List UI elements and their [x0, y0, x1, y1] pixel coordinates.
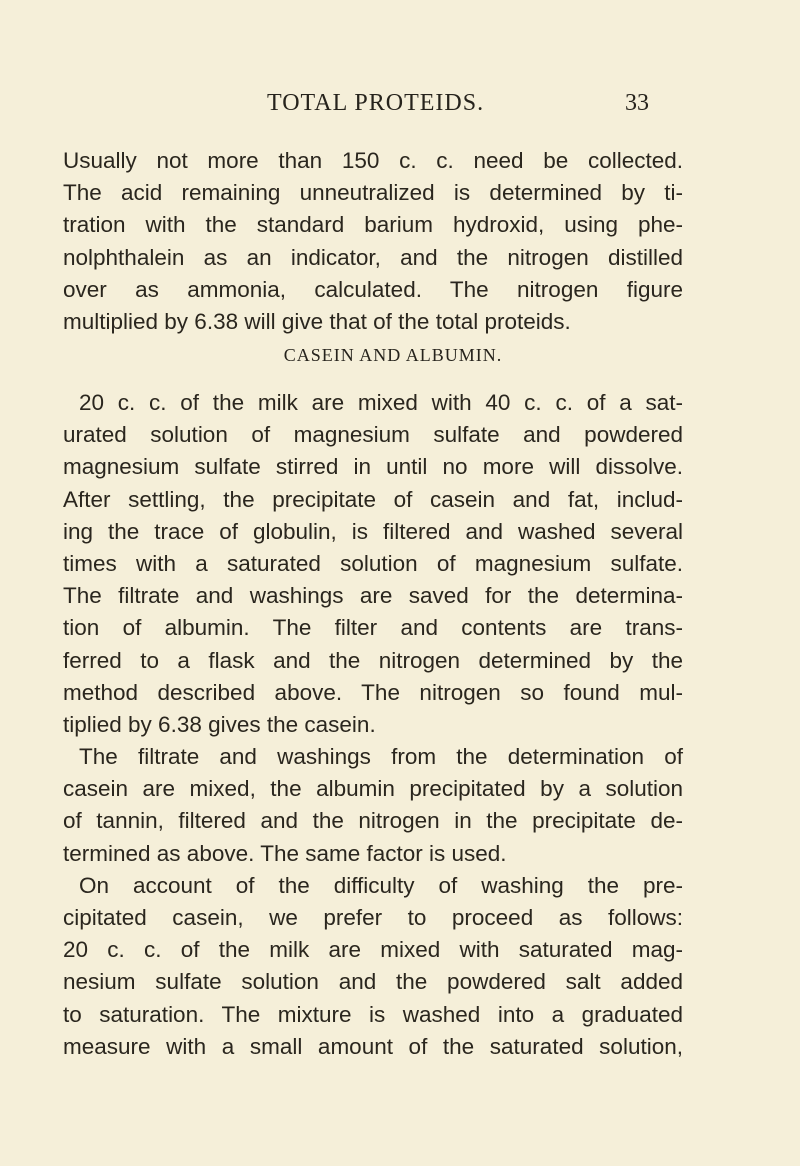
text-line: The filtrate and washings from the determination of — [79, 744, 683, 770]
text-line: ing the trace of globulin, is filtered and washed several — [63, 518, 683, 544]
text-line: magnesium sulfate stirred in until no more will dissolve. — [63, 454, 683, 480]
text-line: nolphthalein as an indicator, and the nitrogen distilled — [63, 244, 683, 270]
text-line: of tannin, filtered and the nitrogen in the precipitate de- — [63, 808, 683, 834]
text-line: to saturation. The mixture is washed into a graduated — [63, 1001, 683, 1027]
text-line: On account of the difficulty of washing the pre- — [79, 872, 683, 898]
page-number: 33 — [625, 90, 649, 116]
text-line: ferred to a flask and the nitrogen determined by the — [63, 647, 683, 673]
running-head — [0, 88, 800, 118]
text-line: cipitated casein, we prefer to proceed as follows: — [63, 905, 683, 930]
paragraph-casein-albumin — [63, 387, 683, 1063]
text-line: casein are mixed, the albumin precipitated by a solution — [63, 776, 683, 802]
text-line: 20 c. c. of the milk are mixed with 40 c. c. of a sat- — [79, 390, 683, 415]
text-line: After settling, the precipitate of casein and fat, includ- — [63, 486, 683, 512]
text-line: The acid remaining unneutralized is determined by ti- — [63, 180, 683, 206]
text-line: tiplied by 6.38 gives the casein. — [63, 711, 376, 737]
section-heading — [0, 343, 800, 367]
text-line: termined as above. The same factor is used. — [63, 840, 507, 866]
text-line: 20 c. c. of the milk are mixed with saturated mag- — [63, 937, 683, 963]
section-heading-text: CASEIN AND ALBUMIN. — [283, 345, 503, 365]
text-line: multiplied by 6.38 will give that of the total proteids. — [63, 308, 571, 334]
text-line: tration with the standard barium hydroxid, using phe- — [63, 212, 683, 238]
text-line: times with a saturated solution of magnesium sulfate. — [63, 550, 683, 576]
text-line: tion of albumin. The filter and contents are trans- — [63, 615, 683, 641]
text-line: The filtrate and washings are saved for the determina- — [63, 583, 683, 609]
text-line: nesium sulfate solution and the powdered salt added — [63, 969, 683, 995]
text-line: method described above. The nitrogen so found mul- — [63, 679, 683, 705]
running-title: TOTAL PROTEIDS. — [267, 90, 485, 116]
text-line: urated solution of magnesium sulfate and powdered — [63, 422, 683, 448]
text-line: over as ammonia, calculated. The nitrogen figure — [63, 276, 683, 302]
intro-paragraph — [63, 145, 683, 338]
text-line: Usually not more than 150 c. c. need be collected. — [63, 148, 683, 173]
text-line: measure with a small amount of the saturated solution, — [63, 1033, 683, 1059]
